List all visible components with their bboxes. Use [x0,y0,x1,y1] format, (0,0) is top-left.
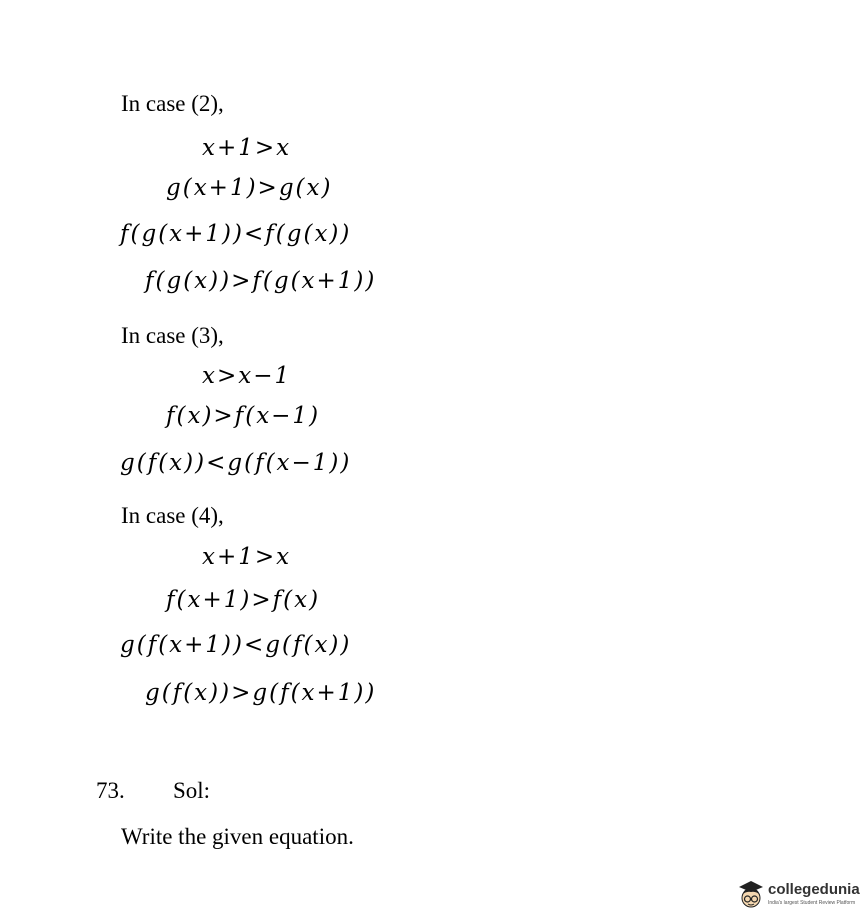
equation-line: x>x−1 [202,363,292,389]
equation-line: f(x+1)>f(x) [166,587,321,613]
equation-line: f(x)>f(x−1) [166,403,321,429]
equation-line: f(g(x+1))<f(g(x)) [120,221,352,247]
equation-line: g(f(x+1))<g(f(x)) [120,632,352,658]
question-number: 73. [96,778,125,803]
case-3-heading: In case (3), [121,323,224,348]
collegedunia-logo [736,878,860,918]
equation-line: g(f(x))<g(f(x−1)) [120,450,352,476]
equation-line: x+1>x [202,135,292,161]
logo-tagline: India's largest Student Review Platform [768,900,856,906]
equation-line: g(x+1)>g(x) [166,175,333,201]
equation-line: x+1>x [202,544,292,570]
logo-text: collegedunia [768,881,860,898]
solution-label: Sol: [173,778,211,803]
equation-line: f(g(x))>f(g(x+1)) [145,268,377,294]
case-2-heading: In case (2), [121,91,224,116]
equation-line: g(f(x))>g(f(x+1)) [145,680,377,706]
mascot-icon [736,878,766,912]
solution-text: Write the given equation. [121,824,354,849]
case-4-heading: In case (4), [121,503,224,528]
